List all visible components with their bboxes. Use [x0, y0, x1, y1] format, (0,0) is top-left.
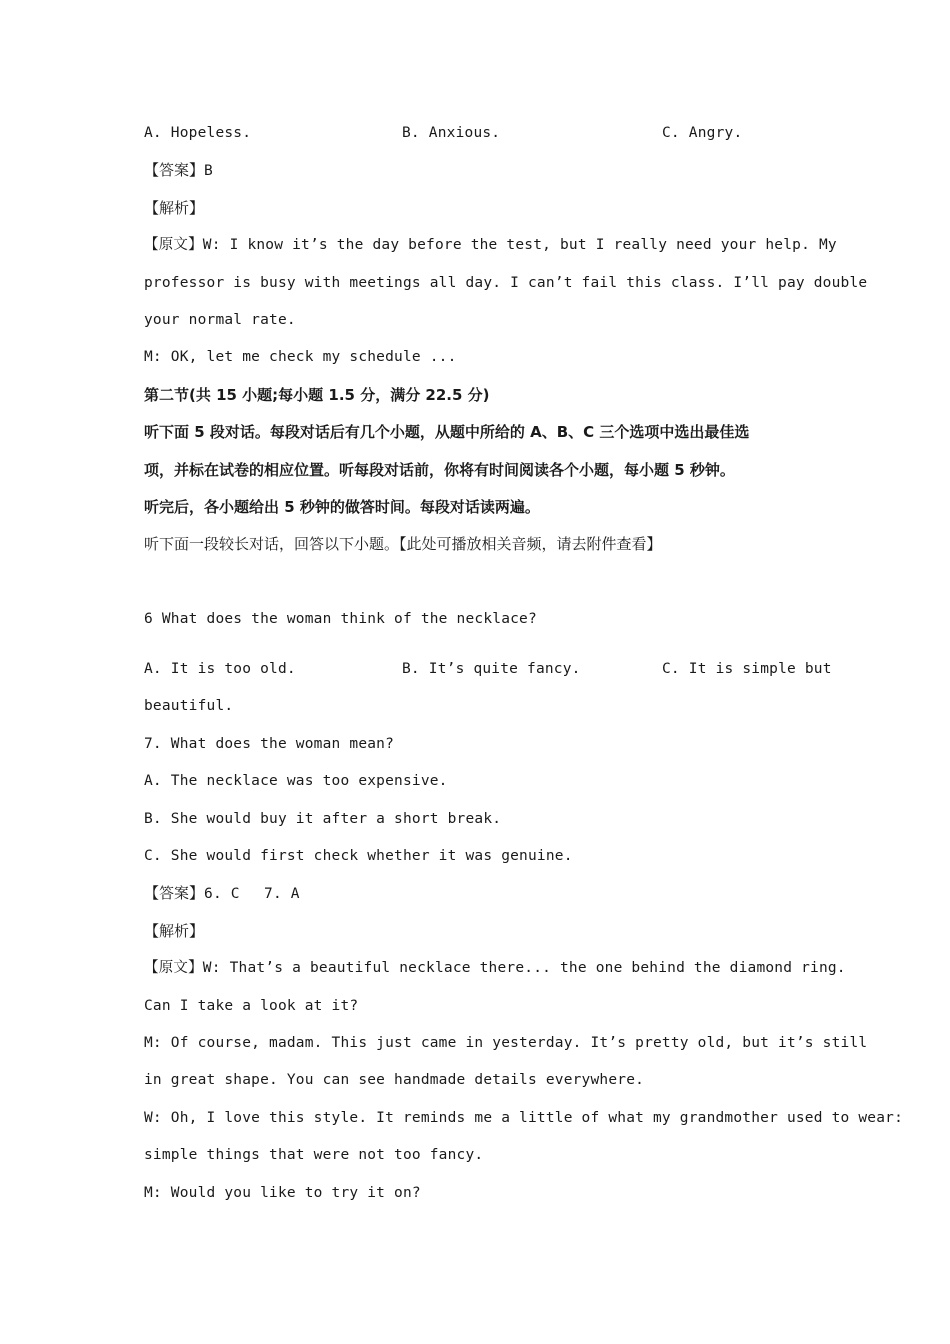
q67-transcript-line: simple things that were not too fancy. [144, 1147, 484, 1164]
answer-tag: 【答案】 [144, 884, 205, 903]
q5-option-a: A. Hopeless. [144, 125, 252, 141]
section2-instructions-line: 听完后，各小题给出 5 秒钟的做答时间。每段对话读两遍。 [144, 497, 540, 516]
q6-option-c-continued: beautiful. [144, 698, 234, 715]
section2-heading: 第二节(共 15 小题;每小题 1.5 分，满分 22.5 分) [144, 385, 490, 404]
answer-6: 6. C [204, 886, 240, 903]
q67-transcript-line: in great shape. You can see handmade details everywhere. [144, 1072, 645, 1089]
q67-transcript-line: W: Oh, I love this style. It reminds me a little of what my grandmother used to wear: [144, 1109, 904, 1126]
q7-option-c: C. She would first check whether it was genuine. [144, 848, 573, 865]
q7-question: 7. What does the woman mean? [144, 735, 395, 752]
answer-tag: 【答案】 [144, 161, 205, 180]
q67-transcript-line: M: Of course, madam. This just came in yesterday. It’s pretty old, but it’s still [144, 1034, 868, 1051]
q6-option-a: A. It is too old. [144, 661, 296, 678]
section2-intro: 听下面一段较长对话，回答以下小题。【此处可播放相关音频，请去附件查看】 [144, 535, 662, 554]
q67-transcript-line: M: Would you like to try it on? [144, 1184, 421, 1201]
q6-option-b: B. It’s quite fancy. [402, 661, 581, 678]
q5-transcript-line: M: OK, let me check my schedule ... [144, 349, 457, 366]
q6-question: 6 What does the woman think of the necklace? [144, 611, 537, 628]
spacer [144, 564, 808, 601]
q67-transcript-line: 【原文】W: That’s a beautiful necklace there... the one behind the diamond ring. [144, 960, 846, 977]
q5-answer [144, 152, 808, 189]
q5-transcript-line: professor is busy with meetings all day. I can’t fail this class. I’ll pay double [144, 274, 868, 291]
q7-option-a: A. The necklace was too expensive. [144, 773, 448, 790]
q67-analysis-tag: 【解析】 [144, 921, 205, 940]
answer-7: 7. A [264, 886, 300, 903]
q5-option-b: B. Anxious. [402, 125, 501, 141]
q67-transcript-line: Can I take a look at it? [144, 997, 359, 1014]
answer-value: B [204, 163, 213, 180]
q5-option-c: C. Angry. [662, 125, 743, 141]
q67-answer [144, 875, 808, 912]
section2-instructions-line: 听下面 5 段对话。每段对话后有几个小题，从题中所给的 A、B、C 三个选项中选出最佳选 [144, 423, 750, 442]
document-page [144, 115, 904, 1212]
q7-option-b: B. She would buy it after a short break. [144, 810, 502, 827]
q5-options [144, 115, 808, 152]
q5-transcript-line: your normal rate. [144, 311, 296, 328]
q5-transcript-line: 【原文】W: I know it’s the day before the test, but I really need your help. My [144, 237, 837, 254]
q6-option-c: C. It is simple but [662, 661, 832, 678]
q5-analysis-tag: 【解析】 [144, 198, 205, 217]
section2-instructions-line: 项，并标在试卷的相应位置。听每段对话前，你将有时间阅读各个小题，每小题 5 秒钟。 [144, 460, 735, 479]
q6-options [144, 651, 832, 688]
